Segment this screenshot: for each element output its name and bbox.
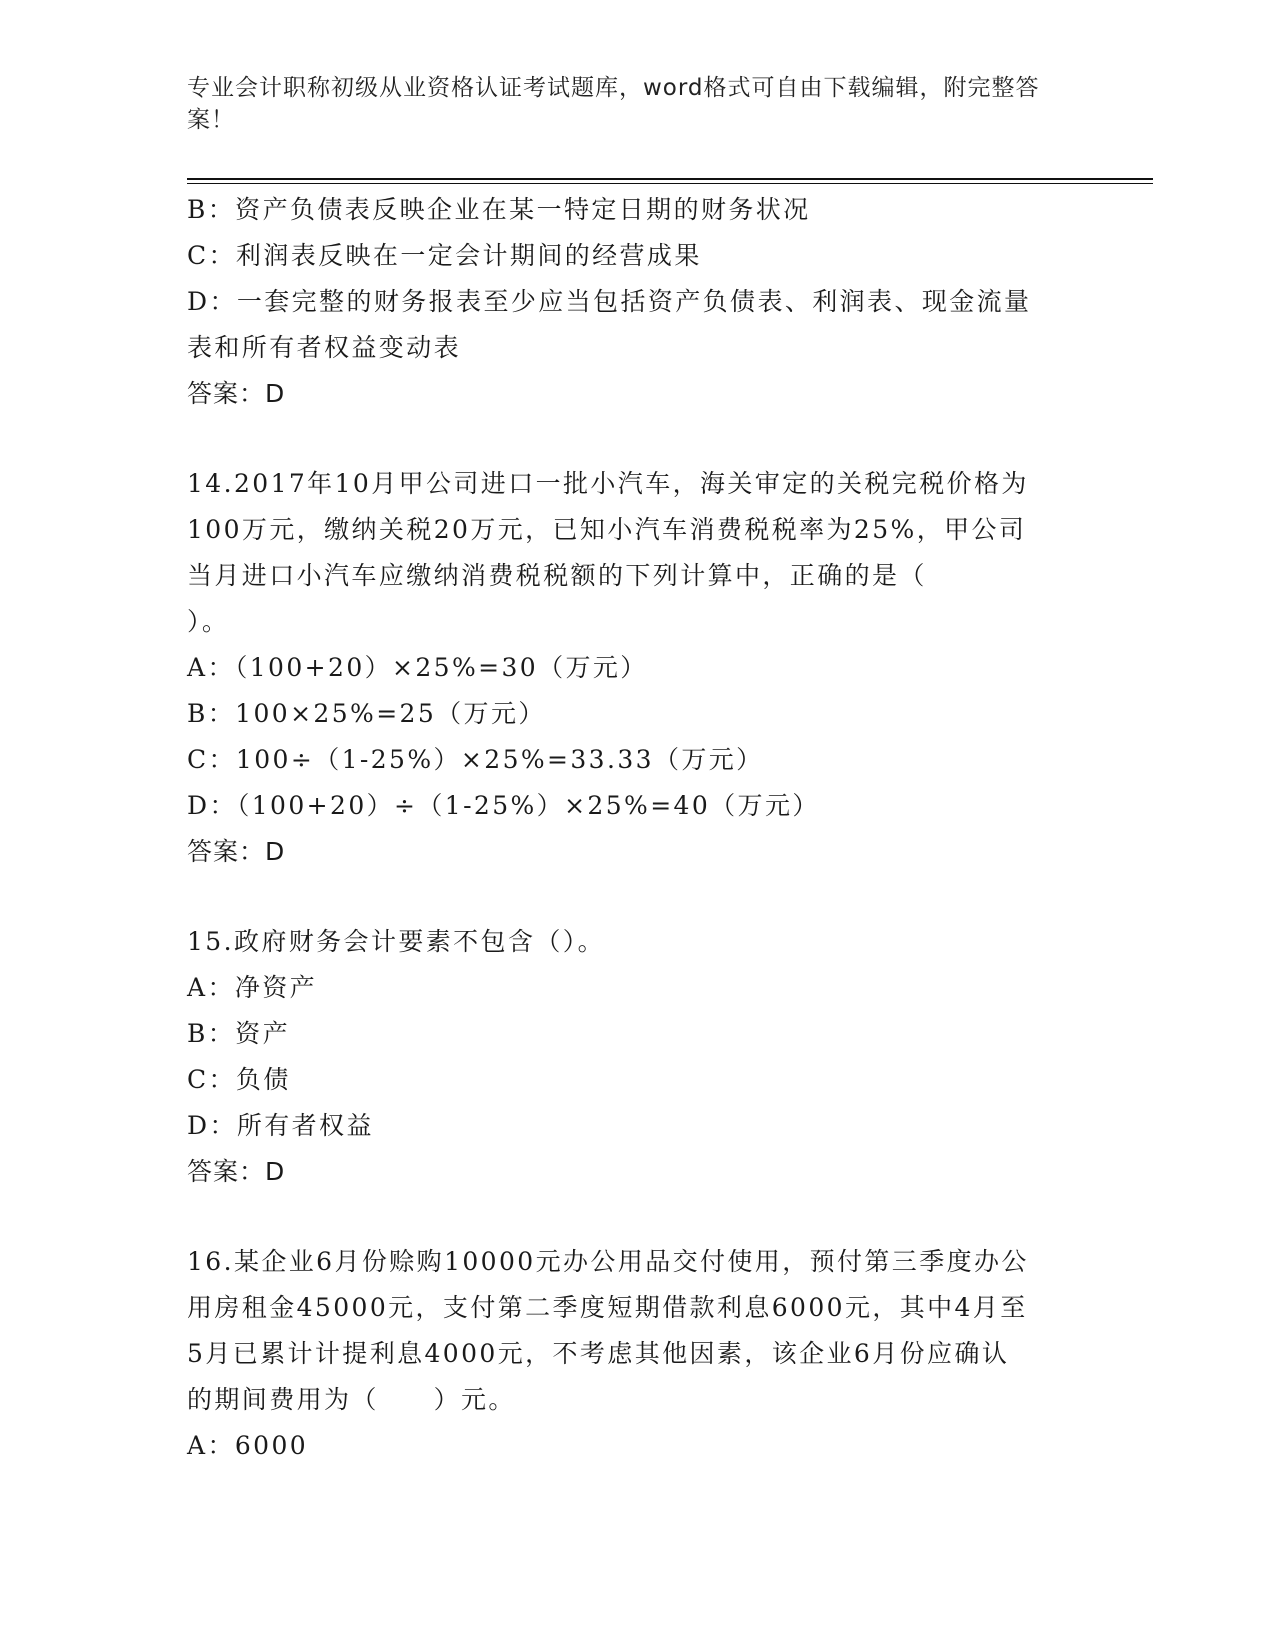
spacer (187, 875, 1087, 919)
option-c: C：100÷（1-25%）×25%=33.33（万元） (187, 745, 764, 774)
question-stem-line-1: 14.2017年10月甲公司进口一批小汽车，海关审定的关税完税价格为 (187, 469, 1029, 498)
option-c: C：利润表反映在一定会计期间的经营成果 (187, 241, 702, 270)
question-content (187, 187, 1087, 1469)
option-a: A：6000 (187, 1431, 309, 1460)
question-stem-line-1: 16.某企业6月份赊购10000元办公用品交付使用，预付第三季度办公 (187, 1247, 1029, 1276)
question-16 (187, 1239, 1087, 1469)
option-d: D：所有者权益 (187, 1111, 374, 1140)
question-stem-line-3: 当月进口小汽车应缴纳消费税税额的下列计算中，正确的是（ (187, 561, 927, 590)
option-b: B：资产 (187, 1019, 290, 1048)
option-d-line-2: 表和所有者权益变动表 (187, 333, 462, 362)
option-b: B：100×25%=25（万元） (187, 699, 546, 728)
answer: 答案：D (187, 379, 286, 408)
question-stem: 15.政府财务会计要素不包含（）。 (187, 927, 606, 956)
option-d: D：（100+20）÷（1-25%）×25%=40（万元） (187, 791, 820, 820)
question-stem-line-4: ）。 (187, 607, 230, 636)
option-d-line-1: D：一套完整的财务报表至少应当包括资产负债表、利润表、现金流量 (187, 287, 1032, 316)
answer: 答案：D (187, 837, 286, 866)
page-header (187, 72, 1067, 136)
header-divider-thick (187, 178, 1153, 180)
question-stem-line-2: 用房租金45000元，支付第二季度短期借款利息6000元，其中4月至 (187, 1293, 1028, 1322)
question-13 (187, 187, 1087, 417)
spacer (187, 417, 1087, 461)
option-b: B：资产负债表反映企业在某一特定日期的财务状况 (187, 195, 811, 224)
option-c: C：负债 (187, 1065, 291, 1094)
question-stem-line-4: 的期间费用为（ ）元。 (187, 1385, 516, 1414)
question-stem-line-2: 100万元，缴纳关税20万元，已知小汽车消费税税率为25%，甲公司 (187, 515, 1027, 544)
header-line-2: 案！ (187, 107, 235, 133)
answer: 答案：D (187, 1157, 286, 1186)
option-a: A：（100+20）×25%=30（万元） (187, 653, 648, 682)
question-15 (187, 919, 1087, 1195)
header-line-1: 专业会计职称初级从业资格认证考试题库，word格式可自由下载编辑，附完整答 (187, 75, 1040, 101)
option-a: A：净资产 (187, 973, 318, 1002)
spacer (187, 1195, 1087, 1239)
question-stem-line-3: 5月已累计计提利息4000元，不考虑其他因素，该企业6月份应确认 (187, 1339, 1010, 1368)
header-divider-thin (187, 183, 1153, 184)
question-14 (187, 461, 1087, 875)
